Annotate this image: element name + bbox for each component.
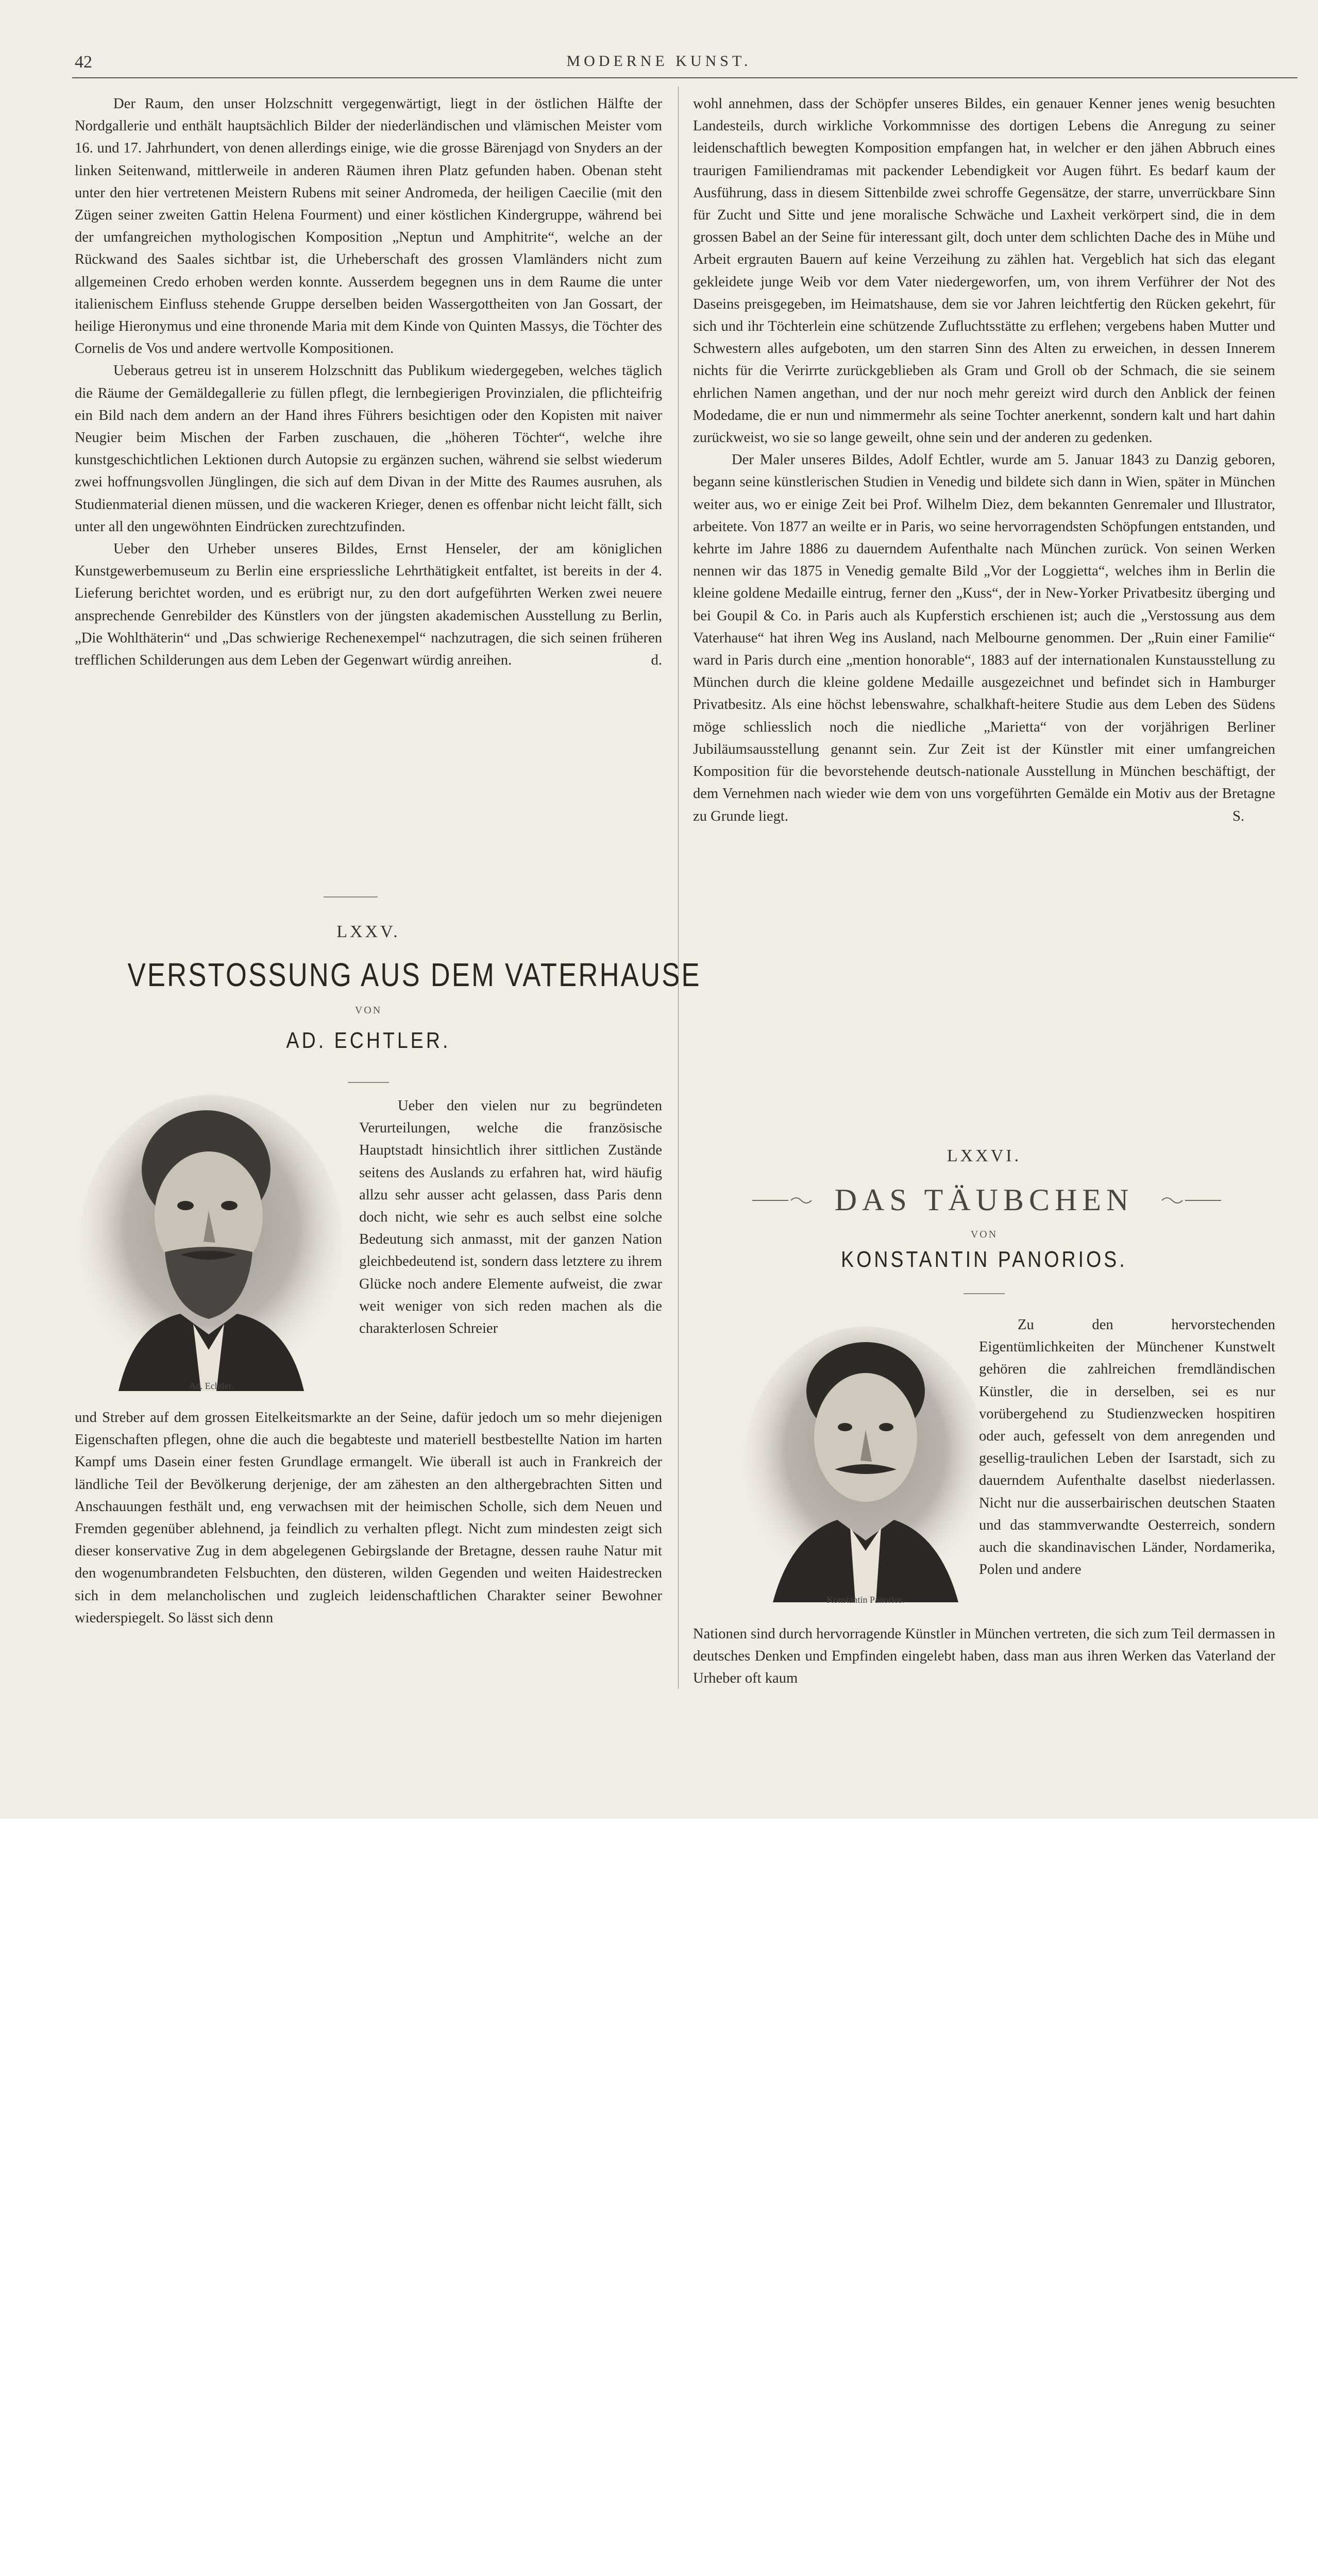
portrait-konstantin-panorios: [742, 1324, 989, 1602]
portrait-ad-echtler: [77, 1092, 345, 1391]
running-title: MODERNE KUNST.: [566, 53, 752, 70]
signature-s: S.: [1232, 808, 1244, 824]
right-column-body: [693, 93, 1275, 827]
left-paragraph-1: Der Raum, den unser Holzschnitt vergegenwärtigt, liegt in der östlichen Hälfte der Nordgallerie und enthält hauptsächlich Bilder der niederländischen und vlämischen Meister vom 16. und 17. Jahrhundert, von denen allerdings einige, wie die grosse Bärenjagd von Snyders an der linken Seitenwand, mittlerweile in anderen Räumen ihren Platz gefunden haben. Obenan steht unter den hier vertretenen Meistern Rubens mit seiner Andromeda, der heiligen Caecilie (mit den Zügen seiner zweiten Gattin Helena Fourment) und einer köstlichen Kindergruppe, während bei der umfangreichen mythologischen Komposition „Neptun und Amphitrite“, welche an der Rückwand des Saales sichtbar ist, die Urheberschaft des grossen Vlamländers nicht zum allgemeinen Credo erhoben werden konnte. Ausserdem begegnen uns in dem Raume die unter italienischem Einfluss stehende Gruppe derselben beiden Wassergottheiten von Jan Gossart, der heilige Hieronymus und eine thronende Maria mit dem Kinde von Quinten Massys, die Töchter des Cornelis de Vos und andere wertvolle Kompositionen.: [75, 96, 662, 357]
article-75-author: AD. ECHTLER.: [286, 1028, 451, 1053]
portrait-caption-echtler: Ad. Echtler.: [189, 1381, 234, 1391]
page-number: 42: [75, 53, 92, 72]
article-76-intro-text: Zu den hervorstechenden Eigentümlichkeiten der Münchener Kunstwelt gehören die zahlreichen fremdländischen Künstler, die in derselben, sei es nur vorübergehend zu Studienzwecken hospitiren oder auch, gefesselt von dem anregenden und gesellig-traulichen Leben der Isarstadt, sich zu dauerndem Aufenthalte daselbst niederlassen. Nicht nur die ausserbairischen deutschen Staaten und das stammverwandte Oesterreich, sondern auch die skandinavischen Länder, Nordamerika, Polen und andere: [979, 1317, 1275, 1578]
ornament-right-icon: [1154, 1193, 1221, 1208]
article-76-body: [693, 1623, 1275, 1690]
section-rule: [348, 1082, 389, 1083]
article-75-body: [75, 1406, 662, 1629]
article-75-intro-beside-portrait: [359, 1095, 662, 1340]
article-75-number: LXXV.: [336, 922, 400, 941]
article-75-intro-text: Ueber den vielen nur zu begründeten Verurteilungen, welche die französische Hauptstadt hinsichtlich ihrer sittlichen Zustände seitens des Auslands zu erfahren hat, wird häufig allzu sehr ausser acht gelassen, dass Paris denn doch nicht, wie sehr es auch selbst eine solche Bedeutung sich anmasst, mit der ganzen Nation gleichbedeutend ist, sondern dass letztere zu ihrem Glücke noch andere Elemente aufweist, die zwar weit weniger von sich reden machen als die charakterlosen Schreier: [359, 1098, 662, 1337]
section-rule: [324, 896, 378, 897]
header-rule: [72, 77, 1297, 78]
section-rule: [964, 1293, 1005, 1294]
left-column-body: [75, 93, 662, 671]
article-76-body-text: Nationen sind durch hervorragende Künstler in München vertreten, die sich zum Teil dermassen in deutsches Denken und Empfinden eingelebt haben, dass man aus ihren Werken das Vaterland der Urheber oft kaum: [693, 1626, 1275, 1687]
article-76-number: LXXVI.: [947, 1146, 1022, 1165]
signature-d: d.: [651, 652, 662, 669]
article-75-body-text: und Streber auf dem grossen Eitelkeitsmarkte an der Seine, dafür jedoch um so mehr diejenigen Eigenschaften pflegen, ohne die auch die begabteste und materiell bestbestellte Nation im harten Kampf ums Dasein einer festen Grundlage ermangelt. Wie überall ist auch in Frankreich der ländliche Teil der Bevölkerung derjenige, der am zähesten an den althergebrachten Sitten und Anschauungen festhält und, eng verwachsen mit der heimischen Scholle, sich dem Neuen und Fremden gegenüber ablehnend, ja feindlich zu verhalten pflegt. Nicht zum mindesten zeigt sich dieser konservative Zug in dem abgelegenen Gebirgslande der Bretagne, dessen rauhe Natur mit den wogenumbrandeten Felsbuchten, den düsteren, wilden Gegenden und weiten Haidestrecken sich in dem melancholischen und zugleich leidenschaftlichen Charakter seiner Bewohner wiederspiegelt. So lässt sich denn: [75, 1410, 662, 1626]
right-paragraph-2: Der Maler unseres Bildes, Adolf Echtler, wurde am 5. Januar 1843 zu Danzig geboren, begann seine künstlerischen Studien in Venedig und bildete sich dann in Wien, später in München weiter aus, wo er einige Zeit bei Prof. Wilhelm Diez, dem bekannten Genremaler und Illustrator, arbeitete. Von 1877 an weilte er in Paris, wo seine hervorragendsten Schöpfungen entstanden, und kehrte im Jahre 1886 zu dauerndem Aufenthalte nach München zurück. Von seinen Werken nennen wir das 1875 in Venedig gemalte Bild „Vor der Loggietta“, welches ihm in Berlin die kleine goldene Medaille eintrug, ferner den „Kuss“, der in New-Yorker Privatbesitz überging und bei Goupil & Co. in Paris auch als Kupferstich erschienen ist; auch die „Verstossung aus dem Vaterhause“ hat ihren Weg ins Ausland, nach Melbourne genommen. Der „Ruin einer Familie“ ward in Paris durch eine „mention honorable“, 1883 auf der internationalen Kunstausstellung zu München durch die kleine goldene Medaille ausgezeichnet und befindet sich in Hamburger Privatbesitz. Als eine höchst lebenswahre, schalkhaft-heitere Studie aus dem Leben des Südens möge schliesslich noch die niedliche „Marietta“ von der vorjährigen Berliner Jubiläumsausstellung genannt sein. Zur Zeit ist der Künstler mit einer umfangreichen Komposition für die bevorstehende deutsch-nationale Ausstellung in München beschäftigt, der dem Vernehmen nach wieder wie dem von uns vorgeführten Gemälde ein Motiv aus der Bretagne zu Grunde liegt.: [693, 452, 1275, 824]
right-paragraph-1: wohl annehmen, dass der Schöpfer unseres Bildes, ein genauer Kenner jenes wenig besuchten Landesteils, durch wirkliche Vorkommnisse des dortigen Lebens die Anregung zu seiner leidenschaftlich bewegten Komposition empfangen hat, in welcher er den jähen Abbruch eines traurigen Familiendramas mit packender Lebendigkeit vor Augen führt. Es bedarf kaum der Ausführung, dass in diesem Sittenbilde zwei schroffe Gegensätze, der starre, unverrückbare Sinn für Zucht und Sitte und jene moralische Schwäche und Laxheit verkörpert sind, die in dem grossen Babel an der Seine für interessant gilt, doch unter dem schlichten Dache des in Mühe und Arbeit ergrauten Bauern auf keine Verzeihung zu zählen hat. Vergeblich hat sich das elegant gekleidete junge Weib vor dem Vater niedergeworfen, um, von ihrem Verführer der Not des Daseins preisgegeben, im Heimatshause, dem sie vor Jahren leichtfertig den Rücken gekehrt, für sich und ihr Töchterlein eine schützende Zufluchtsstätte zu erflehen; vergebens haben Mutter und Schwestern alles aufgeboten, um den starren Sinn des Alten zu erweichen, in dessen Innerem nichts für die Verirrte zurückgeblieben als Gram und Groll ob der Schmach, die sie seinem ehrlichen Namen angethan, und der nur noch mehr gereizt wird durch den Anblick der feinen Modedame, die er nun und nimmermehr als seine Tochter anerkennt, sondern kalt und hart dahin zurückweist, wo sie so lange geweilt, ohne sein und der anderen zu gedenken.: [693, 96, 1275, 446]
article-76-von: VON: [970, 1229, 998, 1240]
article-75-von: VON: [354, 1005, 382, 1016]
left-paragraph-2: Ueberaus getreu ist in unserem Holzschnitt das Publikum wiedergegeben, welches täglich die Räume der Gemäldegallerie zu füllen pflegt, die lernbegierigen Provinzialen, die pflichteifrig ein Bild nach dem andern an der Hand ihres Führers besichtigen oder den Kopisten mit naiver Neugier beim Mischen der Farben zuschauen, die „höheren Töchter“, welche ihre kunstgeschichtlichen Lektionen durch Autopsie zu ergänzen suchen, während sie selbst wiederum zwei hoffnungsvollen Jünglingen, die sich auf dem Divan in der Mitte des Raumes ausruhen, als Studienmaterial dienen müssen, und die wackeren Krieger, denen es offenbar nicht leicht fällt, sich unter all den ungewöhnten Eindrücken zurechtzufinden.: [75, 363, 662, 535]
article-76-title: DAS TÄUBCHEN: [834, 1183, 1134, 1217]
column-divider: [678, 87, 679, 1689]
footer-bar: [0, 1819, 1318, 1978]
article-75-title: VERSTOSSUNG AUS DEM VATERHAUSE: [127, 956, 701, 993]
portrait-caption-panorios: Konstantin Panorios.: [826, 1595, 905, 1605]
left-paragraph-3: Ueber den Urheber unseres Bildes, Ernst Henseler, der am königlichen Kunstgewerbemuseum zu Berlin eine erspriessliche Lehrthätigkeit entfaltet, ist bereits in der 4. Lieferung berichtet worden, und es erübrigt nur, zu den dort aufgeführten Werken zwei neuere ansprechende Genrebilder des Künstlers von der jüngsten akademischen Ausstellung zu Berlin, „Die Wohlthäterin“ und „Das schwierige Rechenexempel“ nachzutragen, die sich seinen früheren trefflichen Schilderungen aus dem Leben der Gegenwart würdig anreihen.: [75, 541, 662, 669]
article-76-author: KONSTANTIN PANORIOS.: [841, 1247, 1127, 1272]
article-76-intro-beside-portrait: [979, 1314, 1275, 1581]
